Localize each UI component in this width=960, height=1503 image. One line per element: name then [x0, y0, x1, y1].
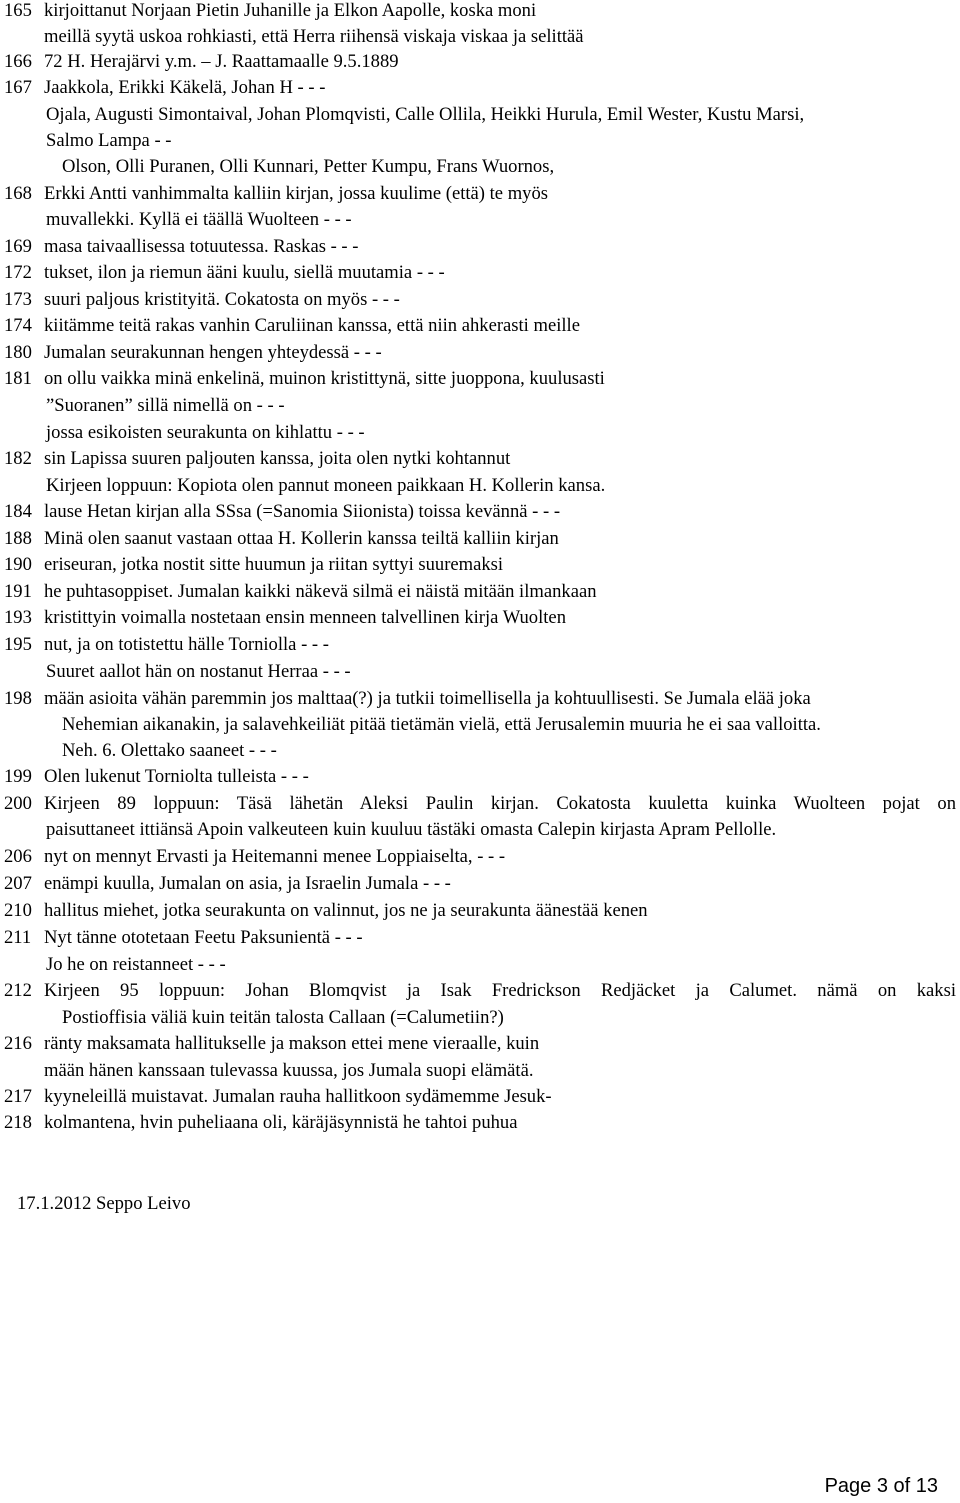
line-number: 166 — [4, 51, 32, 72]
line-text: Neh. 6. Olettako saaneet - - - — [62, 740, 277, 761]
line-text: suuri paljous kristityitä. Cokatosta on myös - - - — [44, 289, 400, 310]
text-line — [0, 791, 960, 817]
line-text: tukset, ilon ja riemun ääni kuulu, siellä muutamia - - - — [44, 262, 445, 283]
text-line — [0, 686, 960, 712]
text-line — [0, 659, 960, 685]
line-text: jossa esikoisten seurakunta on kihlattu - - - — [46, 422, 365, 443]
text-line — [0, 764, 960, 790]
line-number: 169 — [4, 236, 32, 257]
text-line — [0, 102, 960, 128]
text-line — [0, 0, 960, 24]
text-line — [0, 287, 960, 313]
line-text: Nyt tänne ototetaan Feetu Paksunientä - - - — [44, 927, 363, 948]
line-text: meillä syytä uskoa rohkiasti, että Herra riihensä viskaja viskaa ja selittää — [44, 26, 584, 47]
line-number: 174 — [4, 315, 32, 336]
text-line — [0, 1005, 960, 1031]
line-text: Salmo Lampa - - — [46, 130, 172, 151]
line-text: Jaakkola, Erikki Käkelä, Johan H - - - — [44, 77, 326, 98]
line-text: enämpi kuulla, Jumalan on asia, ja Israelin Jumala - - - — [44, 873, 451, 894]
line-number: 165 — [4, 0, 32, 21]
text-line — [0, 154, 960, 180]
line-text: muvallekki. Kyllä ei täällä Wuolteen - - - — [46, 209, 352, 230]
text-line — [0, 712, 960, 738]
text-line — [0, 925, 960, 951]
line-number: 217 — [4, 1086, 32, 1107]
text-line — [0, 552, 960, 578]
line-number: 167 — [4, 77, 32, 98]
text-line — [0, 526, 960, 552]
line-text: Nehemian aikanakin, ja salavehkeiliät pitää tietämän vielä, että Jerusalemin muuria he ei saa valloitta. — [62, 714, 821, 735]
line-number: 188 — [4, 528, 32, 549]
line-text: mään asioita vähän paremmin jos malttaa(?) ja tutkii toimellisella ja kohtuullisesti. Se Jumala elää joka — [44, 688, 811, 709]
line-number: 212 — [4, 980, 32, 1001]
text-line — [0, 49, 960, 75]
line-number: 198 — [4, 688, 32, 709]
line-text: nyt on mennyt Ervasti ja Heitemanni menee Loppiaiselta, - - - — [44, 846, 506, 867]
text-line — [0, 632, 960, 658]
text-line — [0, 393, 960, 419]
text-line — [0, 340, 960, 366]
line-number: 216 — [4, 1033, 32, 1054]
line-number: 181 — [4, 368, 32, 389]
line-text: 72 H. Herajärvi y.m. – J. Raattamaalle 9.5.1889 — [44, 51, 399, 72]
text-line — [0, 128, 960, 154]
line-number: 195 — [4, 634, 32, 655]
text-line — [0, 817, 960, 843]
line-text: sin Lapissa suuren paljouten kanssa, joita olen nytki kohtannut — [44, 448, 511, 469]
line-number: 211 — [4, 927, 32, 948]
line-number: 172 — [4, 262, 32, 283]
line-number: 180 — [4, 342, 32, 363]
line-number: 173 — [4, 289, 32, 310]
line-text: ränty maksamata hallitukselle ja makson ettei mene vieraalle, kuin — [44, 1033, 540, 1054]
line-text: Olson, Olli Puranen, Olli Kunnari, Petter Kumpu, Frans Wuornos, — [62, 156, 555, 177]
text-line — [0, 366, 960, 392]
line-text: Jumalan seurakunnan hengen yhteydessä - - - — [44, 342, 382, 363]
text-line — [0, 181, 960, 207]
text-line — [0, 207, 960, 233]
line-text: masa taivaallisessa totuutessa. Raskas - - - — [44, 236, 359, 257]
text-line — [0, 579, 960, 605]
line-text: Suuret aallot hän on nostanut Herraa - - - — [46, 661, 351, 682]
page-number: Page 3 of 13 — [824, 1475, 938, 1497]
line-number: 184 — [4, 501, 32, 522]
text-line — [0, 978, 960, 1004]
line-number: 190 — [4, 554, 32, 575]
signature: 17.1.2012 Seppo Leivo — [17, 1193, 191, 1214]
text-line — [0, 952, 960, 978]
line-text: Jo he on reistanneet - - - — [46, 954, 226, 975]
line-text: ”Suoranen” sillä nimellä on - - - — [46, 395, 285, 416]
line-text: Olen lukenut Torniolta tulleista - - - — [44, 766, 309, 787]
text-line — [0, 499, 960, 525]
line-text: Minä olen saanut vastaan ottaa H. Kollerin kanssa teiltä kalliin kirjan — [44, 528, 559, 549]
line-number: 206 — [4, 846, 32, 867]
line-number: 200 — [4, 793, 32, 814]
line-text: Kirjeen 89 loppuun: Täsä lähetän Aleksi Paulin kirjan. Cokatosta kuuletta kuinka Wuolteen pojat on — [44, 793, 956, 814]
text-line — [0, 1110, 960, 1136]
text-line — [0, 473, 960, 499]
line-number: 207 — [4, 873, 32, 894]
text-line — [0, 1031, 960, 1057]
line-text: Kirjeen loppuun: Kopiota olen pannut moneen paikkaan H. Kollerin kansa. — [46, 475, 606, 496]
line-text: eriseuran, jotka nostit sitte huumun ja riitan syttyi suuremaksi — [44, 554, 504, 575]
text-line — [0, 738, 960, 764]
line-text: mään hänen kanssaan tulevassa kuussa, jos Jumala suopi elämätä. — [44, 1060, 534, 1081]
line-text: kiitämme teitä rakas vanhin Caruliinan kanssa, että niin ahkerasti meille — [44, 315, 580, 336]
line-text: Ojala, Augusti Simontaival, Johan Plomqvisti, Calle Ollila, Heikki Hurula, Emil Wester, Kustu Marsi, — [46, 104, 805, 125]
text-line — [0, 1058, 960, 1084]
text-line — [0, 75, 960, 101]
line-text: he puhtasoppiset. Jumalan kaikki näkevä silmä ei näistä mitään ilmankaan — [44, 581, 597, 602]
line-text: lause Hetan kirjan alla SSsa (=Sanomia Siionista) toissa kevännä - - - — [44, 501, 561, 522]
text-line — [0, 420, 960, 446]
line-number: 168 — [4, 183, 32, 204]
text-line — [0, 313, 960, 339]
line-text: nut, ja on totistettu hälle Torniolla - - - — [44, 634, 329, 655]
text-line — [0, 234, 960, 260]
text-line — [0, 260, 960, 286]
line-number: 193 — [4, 607, 32, 628]
line-text: Erkki Antti vanhimmalta kalliin kirjan, jossa kuulime (että) te myös — [44, 183, 549, 204]
line-text: kirjoittanut Norjaan Pietin Juhanille ja Elkon Aapolle, koska moni — [44, 0, 537, 21]
text-line — [0, 1084, 960, 1110]
line-text: kyyneleillä muistavat. Jumalan rauha hallitkoon sydämemme Jesuk- — [44, 1086, 552, 1107]
line-number: 210 — [4, 900, 32, 921]
line-text: paisuttaneet ittiänsä Apoin valkeuteen kuin kuuluu tästäki omasta Calepin kirjasta Apram Pellolle. — [46, 819, 777, 840]
line-text: hallitus miehet, jotka seurakunta on valinnut, jos ne ja seurakunta äänestää kenen — [44, 900, 648, 921]
line-text: kolmantena, hvin puheliaana oli, käräjäsynnistä he tahtoi puhua — [44, 1112, 518, 1133]
text-line — [0, 871, 960, 897]
text-line — [0, 898, 960, 924]
line-number: 191 — [4, 581, 32, 602]
text-line — [0, 24, 960, 50]
text-line — [0, 844, 960, 870]
line-text: Kirjeen 95 loppuun: Johan Blomqvist ja Isak Fredrickson Redjäcket ja Calumet. nämä on kaksi — [44, 980, 956, 1001]
line-number: 182 — [4, 448, 32, 469]
line-number: 199 — [4, 766, 32, 787]
line-text: kristittyin voimalla nostetaan ensin menneen talvellinen kirja Wuolten — [44, 607, 566, 628]
text-line — [0, 605, 960, 631]
line-text: Postioffisia väliä kuin teitän talosta Callaan (=Calumetiin?) — [62, 1007, 504, 1028]
line-text: on ollu vaikka minä enkelinä, muinon kristittynä, sitte juoppona, kuulusasti — [44, 368, 605, 389]
text-line — [0, 446, 960, 472]
line-number: 218 — [4, 1112, 32, 1133]
